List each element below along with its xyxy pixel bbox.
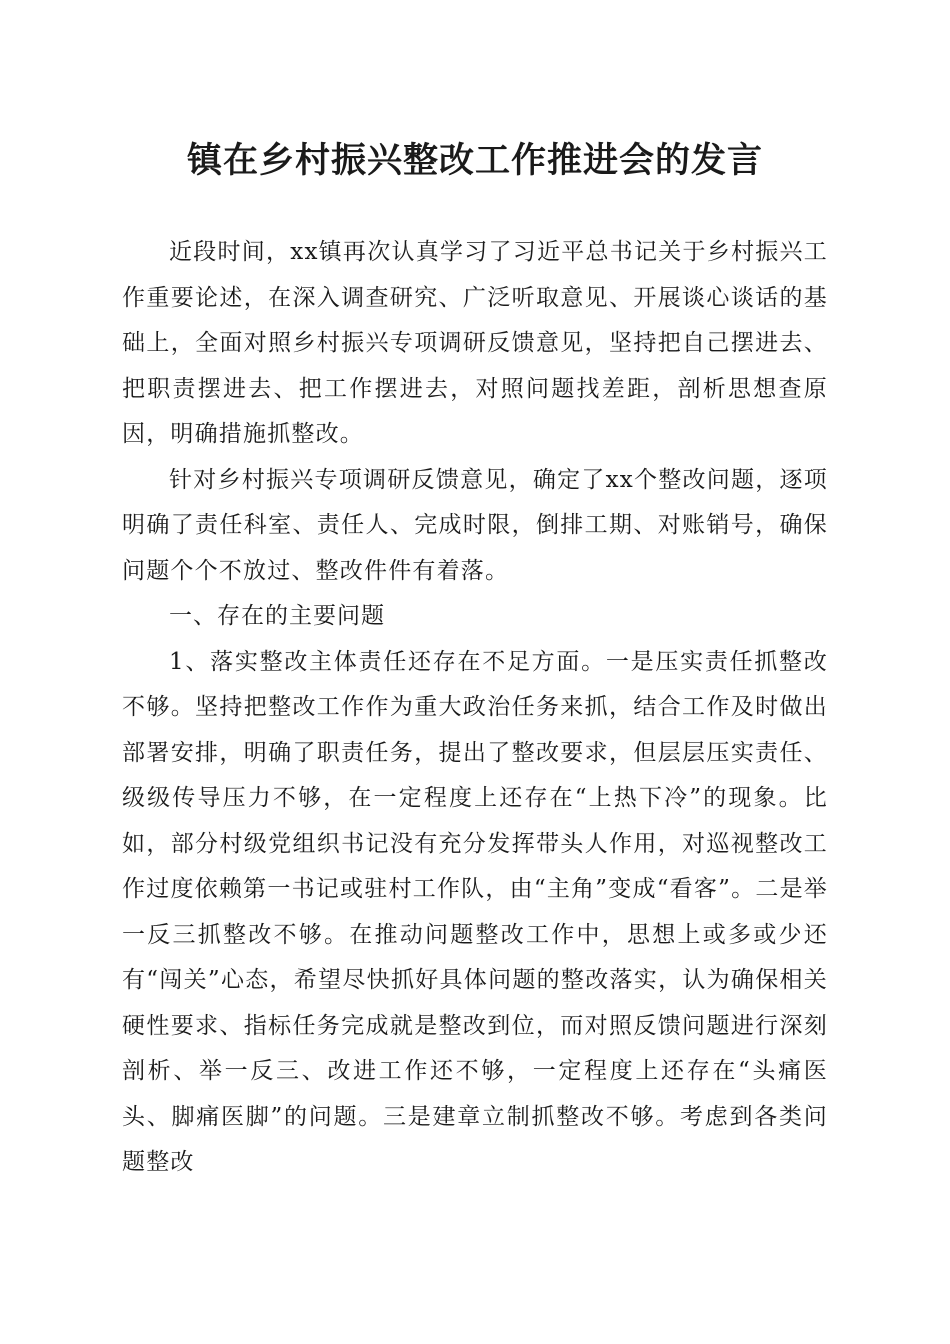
section-heading: 一、存在的主要问题 [169,603,385,629]
rectification-summary-paragraph: 针对乡村振兴专项调研反馈意见，确定了xx个整改问题，逐项明确了责任科室、责任人、完成时限，倒排工期、对账销号，确保问题个个不放过、整改件件有着落。 [122,466,828,584]
document-title: 镇在乡村振兴整改工作推进会的发言 [186,140,763,181]
document-body [122,230,828,1186]
intro-paragraph: 近段时间，xx镇再次认真学习了习近平总书记关于乡村振兴工作重要论述，在深入调查研究、广泛听取意见、开展谈心谈话的基础上，全面对照乡村振兴专项调研反馈意见，坚持把自己摆进去、把职责摆进去、把工作摆进去，对照问题找差距，剖析思想查原因，明确措施抓整改。 [122,239,828,447]
problem-paragraph: 1、落实整改主体责任还存在不足方面。一是压实责任抓整改不够。坚持把整改工作作为重大政治任务来抓，结合工作及时做出部署安排，明确了职责任务，提出了整改要求，但层层压实责任、级级传导压力不够，在一定程度上还存在“上热下冷”的现象。比如，部分村级党组织书记没有充分发挥带头人作用，对巡视整改工作过度依赖第一书记或驻村工作队，由“主角”变成“看客”。二是举一反三抓整改不够。在推动问题整改工作中，思想上或多或少还有“闯关”心态，希望尽快抓好具体问题的整改落实，认为确保相关硬性要求、指标任务完成就是整改到位，而对照反馈问题进行深刻剖析、举一反三、改进工作还不够，一定程度上还存在“头痛医头、脚痛医脚”的问题。三是建章立制抓整改不够。考虑到各类问题整改 [122,648,828,1175]
